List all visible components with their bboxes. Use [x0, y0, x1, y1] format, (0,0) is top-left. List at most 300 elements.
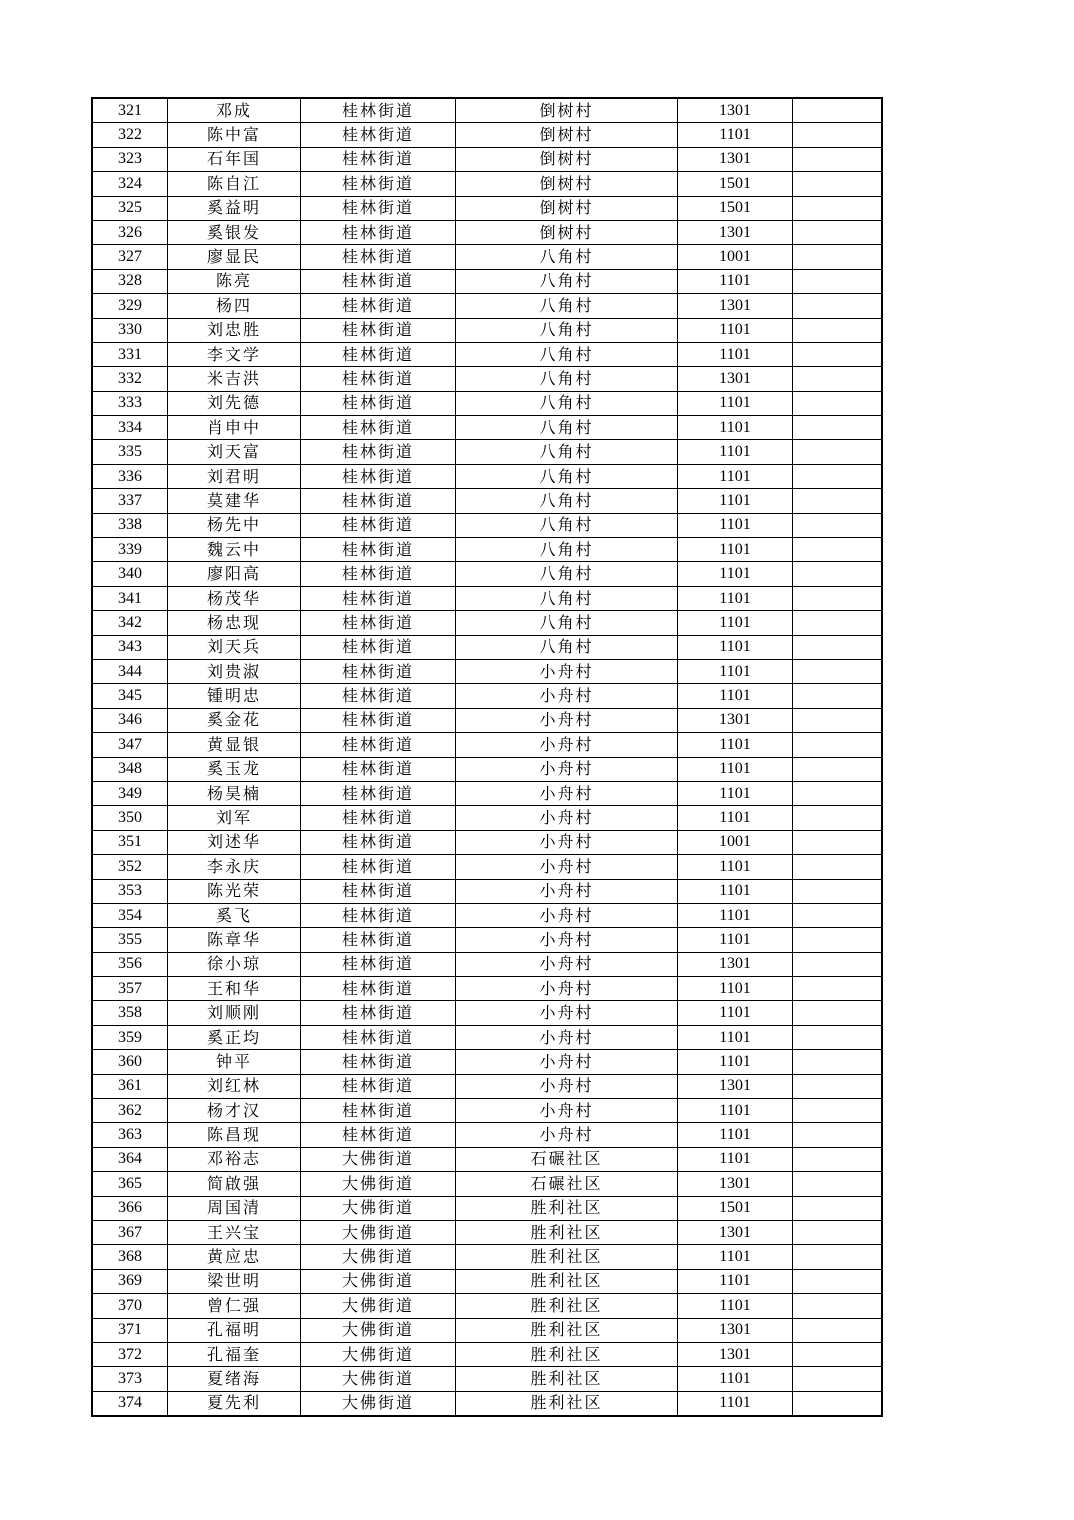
cell-street: 桂林街道	[301, 879, 456, 903]
cell-village: 小舟村	[456, 781, 678, 805]
cell-name: 黄显银	[168, 733, 301, 757]
cell-street: 桂林街道	[301, 342, 456, 366]
table-row	[92, 1294, 882, 1318]
cell-street: 桂林街道	[301, 220, 456, 244]
cell-code: 1101	[678, 1367, 793, 1391]
cell-village: 石碾社区	[456, 1147, 678, 1171]
cell-blank	[793, 1050, 883, 1074]
cell-street: 桂林街道	[301, 464, 456, 488]
table-row	[92, 269, 882, 293]
table-row	[92, 1147, 882, 1171]
cell-number: 357	[92, 977, 168, 1001]
table-row	[92, 1269, 882, 1293]
cell-code: 1001	[678, 245, 793, 269]
cell-street: 桂林街道	[301, 1025, 456, 1049]
cell-code: 1301	[678, 147, 793, 171]
cell-blank	[793, 147, 883, 171]
table-row	[92, 196, 882, 220]
cell-blank	[793, 1220, 883, 1244]
cell-number: 332	[92, 367, 168, 391]
cell-code: 1101	[678, 659, 793, 683]
cell-village: 小舟村	[456, 733, 678, 757]
cell-number: 361	[92, 1074, 168, 1098]
cell-code: 1301	[678, 1318, 793, 1342]
cell-village: 小舟村	[456, 708, 678, 732]
cell-name: 奚银发	[168, 220, 301, 244]
cell-name: 陈章华	[168, 928, 301, 952]
cell-number: 365	[92, 1172, 168, 1196]
cell-village: 小舟村	[456, 684, 678, 708]
cell-name: 杨茂华	[168, 586, 301, 610]
cell-number: 330	[92, 318, 168, 342]
cell-street: 桂林街道	[301, 245, 456, 269]
table-row	[92, 781, 882, 805]
cell-code: 1301	[678, 708, 793, 732]
cell-street: 桂林街道	[301, 196, 456, 220]
cell-village: 胜利社区	[456, 1342, 678, 1366]
roster-table	[91, 97, 883, 1417]
cell-number: 344	[92, 659, 168, 683]
cell-blank	[793, 684, 883, 708]
cell-blank	[793, 464, 883, 488]
cell-street: 桂林街道	[301, 781, 456, 805]
cell-blank	[793, 245, 883, 269]
table-row	[92, 952, 882, 976]
cell-name: 曾仁强	[168, 1294, 301, 1318]
table-row	[92, 98, 882, 123]
cell-number: 366	[92, 1196, 168, 1220]
cell-village: 小舟村	[456, 1001, 678, 1025]
cell-blank	[793, 757, 883, 781]
cell-number: 342	[92, 611, 168, 635]
cell-code: 1101	[678, 318, 793, 342]
cell-blank	[793, 123, 883, 147]
cell-code: 1101	[678, 1147, 793, 1171]
cell-number: 368	[92, 1245, 168, 1269]
cell-blank	[793, 611, 883, 635]
table-row	[92, 879, 882, 903]
cell-blank	[793, 98, 883, 123]
cell-name: 刘军	[168, 806, 301, 830]
cell-village: 小舟村	[456, 1050, 678, 1074]
cell-village: 倒树村	[456, 123, 678, 147]
cell-number: 327	[92, 245, 168, 269]
cell-code: 1301	[678, 98, 793, 123]
cell-village: 石碾社区	[456, 1172, 678, 1196]
cell-code: 1101	[678, 416, 793, 440]
cell-blank	[793, 635, 883, 659]
cell-blank	[793, 562, 883, 586]
cell-number: 355	[92, 928, 168, 952]
cell-code: 1101	[678, 977, 793, 1001]
cell-street: 桂林街道	[301, 855, 456, 879]
cell-street: 桂林街道	[301, 586, 456, 610]
cell-village: 小舟村	[456, 1123, 678, 1147]
cell-name: 李永庆	[168, 855, 301, 879]
cell-name: 肖申中	[168, 416, 301, 440]
cell-blank	[793, 903, 883, 927]
table-row	[92, 855, 882, 879]
table-row	[92, 391, 882, 415]
table-row	[92, 635, 882, 659]
cell-street: 桂林街道	[301, 489, 456, 513]
cell-blank	[793, 538, 883, 562]
table-row	[92, 928, 882, 952]
cell-name: 杨忠现	[168, 611, 301, 635]
cell-blank	[793, 1367, 883, 1391]
cell-number: 328	[92, 269, 168, 293]
cell-code: 1301	[678, 367, 793, 391]
cell-number: 325	[92, 196, 168, 220]
cell-village: 胜利社区	[456, 1294, 678, 1318]
cell-name: 黄应忠	[168, 1245, 301, 1269]
cell-name: 王和华	[168, 977, 301, 1001]
table-row	[92, 294, 882, 318]
table-row	[92, 318, 882, 342]
cell-number: 363	[92, 1123, 168, 1147]
cell-village: 胜利社区	[456, 1318, 678, 1342]
cell-village: 小舟村	[456, 806, 678, 830]
cell-blank	[793, 855, 883, 879]
cell-number: 353	[92, 879, 168, 903]
cell-blank	[793, 1074, 883, 1098]
cell-blank	[793, 1245, 883, 1269]
cell-street: 大佛街道	[301, 1269, 456, 1293]
cell-number: 329	[92, 294, 168, 318]
cell-street: 桂林街道	[301, 440, 456, 464]
cell-blank	[793, 952, 883, 976]
cell-blank	[793, 733, 883, 757]
cell-number: 333	[92, 391, 168, 415]
cell-number: 331	[92, 342, 168, 366]
cell-name: 杨才汉	[168, 1099, 301, 1123]
cell-code: 1001	[678, 830, 793, 854]
cell-street: 桂林街道	[301, 172, 456, 196]
cell-name: 刘红林	[168, 1074, 301, 1098]
cell-street: 桂林街道	[301, 635, 456, 659]
cell-number: 351	[92, 830, 168, 854]
cell-code: 1101	[678, 489, 793, 513]
cell-code: 1101	[678, 684, 793, 708]
cell-village: 小舟村	[456, 659, 678, 683]
cell-number: 349	[92, 781, 168, 805]
table-row	[92, 562, 882, 586]
table-row	[92, 757, 882, 781]
cell-street: 桂林街道	[301, 708, 456, 732]
cell-name: 陈光荣	[168, 879, 301, 903]
cell-number: 364	[92, 1147, 168, 1171]
cell-village: 八角村	[456, 611, 678, 635]
cell-blank	[793, 977, 883, 1001]
cell-street: 桂林街道	[301, 806, 456, 830]
cell-number: 356	[92, 952, 168, 976]
cell-name: 简啟强	[168, 1172, 301, 1196]
cell-street: 大佛街道	[301, 1367, 456, 1391]
cell-name: 刘顺刚	[168, 1001, 301, 1025]
cell-name: 米吉洪	[168, 367, 301, 391]
cell-village: 八角村	[456, 391, 678, 415]
cell-name: 锺明忠	[168, 684, 301, 708]
cell-number: 354	[92, 903, 168, 927]
cell-name: 杨先中	[168, 513, 301, 537]
cell-code: 1501	[678, 196, 793, 220]
cell-street: 桂林街道	[301, 269, 456, 293]
cell-number: 334	[92, 416, 168, 440]
table-row	[92, 586, 882, 610]
cell-name: 奚益明	[168, 196, 301, 220]
table-row	[92, 342, 882, 366]
cell-number: 372	[92, 1342, 168, 1366]
cell-code: 1101	[678, 879, 793, 903]
cell-blank	[793, 196, 883, 220]
cell-blank	[793, 708, 883, 732]
cell-name: 陈亮	[168, 269, 301, 293]
table-row	[92, 684, 882, 708]
cell-blank	[793, 1269, 883, 1293]
cell-code: 1301	[678, 1074, 793, 1098]
cell-name: 刘君明	[168, 464, 301, 488]
cell-village: 八角村	[456, 245, 678, 269]
table-row	[92, 172, 882, 196]
cell-number: 338	[92, 513, 168, 537]
cell-village: 八角村	[456, 635, 678, 659]
cell-street: 桂林街道	[301, 391, 456, 415]
cell-name: 刘先德	[168, 391, 301, 415]
cell-number: 335	[92, 440, 168, 464]
cell-code: 1501	[678, 172, 793, 196]
cell-blank	[793, 1172, 883, 1196]
cell-code: 1101	[678, 1391, 793, 1416]
cell-street: 桂林街道	[301, 123, 456, 147]
table-row	[92, 464, 882, 488]
cell-village: 小舟村	[456, 1099, 678, 1123]
cell-number: 374	[92, 1391, 168, 1416]
cell-number: 336	[92, 464, 168, 488]
cell-code: 1301	[678, 294, 793, 318]
cell-blank	[793, 659, 883, 683]
cell-street: 大佛街道	[301, 1342, 456, 1366]
table-row	[92, 416, 882, 440]
cell-code: 1101	[678, 1123, 793, 1147]
cell-name: 陈中富	[168, 123, 301, 147]
cell-number: 341	[92, 586, 168, 610]
cell-village: 八角村	[456, 538, 678, 562]
cell-street: 桂林街道	[301, 903, 456, 927]
cell-street: 桂林街道	[301, 733, 456, 757]
table-row	[92, 1367, 882, 1391]
roster-body	[92, 98, 882, 1416]
cell-name: 邓成	[168, 98, 301, 123]
cell-name: 周国清	[168, 1196, 301, 1220]
table-row	[92, 220, 882, 244]
cell-name: 梁世明	[168, 1269, 301, 1293]
cell-code: 1101	[678, 586, 793, 610]
cell-number: 362	[92, 1099, 168, 1123]
cell-number: 322	[92, 123, 168, 147]
cell-blank	[793, 269, 883, 293]
table-row	[92, 1074, 882, 1098]
cell-number: 373	[92, 1367, 168, 1391]
cell-code: 1101	[678, 781, 793, 805]
cell-name: 石年国	[168, 147, 301, 171]
cell-blank	[793, 879, 883, 903]
cell-street: 桂林街道	[301, 1074, 456, 1098]
cell-code: 1101	[678, 464, 793, 488]
table-row	[92, 1342, 882, 1366]
table-row	[92, 708, 882, 732]
cell-code: 1101	[678, 1269, 793, 1293]
cell-blank	[793, 513, 883, 537]
cell-street: 大佛街道	[301, 1220, 456, 1244]
cell-village: 倒树村	[456, 196, 678, 220]
cell-village: 小舟村	[456, 903, 678, 927]
cell-street: 桂林街道	[301, 659, 456, 683]
cell-number: 371	[92, 1318, 168, 1342]
cell-number: 321	[92, 98, 168, 123]
cell-name: 奚金花	[168, 708, 301, 732]
table-row	[92, 1050, 882, 1074]
cell-village: 胜利社区	[456, 1220, 678, 1244]
cell-street: 桂林街道	[301, 538, 456, 562]
table-row	[92, 733, 882, 757]
table-row	[92, 1123, 882, 1147]
table-row	[92, 1172, 882, 1196]
table-row	[92, 1099, 882, 1123]
cell-blank	[793, 806, 883, 830]
table-row	[92, 1318, 882, 1342]
cell-code: 1101	[678, 391, 793, 415]
cell-name: 奚飞	[168, 903, 301, 927]
cell-code: 1101	[678, 513, 793, 537]
cell-number: 346	[92, 708, 168, 732]
cell-number: 358	[92, 1001, 168, 1025]
table-row	[92, 538, 882, 562]
cell-blank	[793, 342, 883, 366]
cell-street: 桂林街道	[301, 318, 456, 342]
cell-village: 八角村	[456, 489, 678, 513]
cell-street: 桂林街道	[301, 367, 456, 391]
cell-number: 324	[92, 172, 168, 196]
cell-name: 李文学	[168, 342, 301, 366]
cell-number: 339	[92, 538, 168, 562]
cell-number: 367	[92, 1220, 168, 1244]
cell-village: 小舟村	[456, 1074, 678, 1098]
table-row	[92, 513, 882, 537]
cell-blank	[793, 1342, 883, 1366]
cell-street: 大佛街道	[301, 1196, 456, 1220]
cell-code: 1101	[678, 757, 793, 781]
cell-street: 大佛街道	[301, 1391, 456, 1416]
cell-blank	[793, 586, 883, 610]
table-row	[92, 489, 882, 513]
cell-number: 350	[92, 806, 168, 830]
cell-name: 刘述华	[168, 830, 301, 854]
cell-name: 陈昌现	[168, 1123, 301, 1147]
cell-village: 八角村	[456, 586, 678, 610]
cell-street: 桂林街道	[301, 1001, 456, 1025]
table-row	[92, 1245, 882, 1269]
table-row	[92, 440, 882, 464]
cell-number: 340	[92, 562, 168, 586]
cell-code: 1101	[678, 1025, 793, 1049]
cell-code: 1101	[678, 562, 793, 586]
cell-number: 369	[92, 1269, 168, 1293]
cell-blank	[793, 1123, 883, 1147]
cell-blank	[793, 1294, 883, 1318]
cell-number: 347	[92, 733, 168, 757]
cell-blank	[793, 367, 883, 391]
cell-blank	[793, 489, 883, 513]
cell-name: 刘贵淑	[168, 659, 301, 683]
cell-street: 桂林街道	[301, 1099, 456, 1123]
cell-number: 360	[92, 1050, 168, 1074]
cell-village: 倒树村	[456, 220, 678, 244]
cell-code: 1101	[678, 1294, 793, 1318]
cell-street: 桂林街道	[301, 294, 456, 318]
cell-name: 廖阳高	[168, 562, 301, 586]
cell-code: 1101	[678, 855, 793, 879]
cell-name: 钟平	[168, 1050, 301, 1074]
cell-number: 345	[92, 684, 168, 708]
cell-village: 小舟村	[456, 757, 678, 781]
cell-village: 八角村	[456, 440, 678, 464]
table-row	[92, 1220, 882, 1244]
cell-blank	[793, 1001, 883, 1025]
cell-number: 348	[92, 757, 168, 781]
cell-village: 小舟村	[456, 977, 678, 1001]
cell-street: 大佛街道	[301, 1294, 456, 1318]
cell-street: 大佛街道	[301, 1172, 456, 1196]
cell-blank	[793, 1318, 883, 1342]
cell-blank	[793, 220, 883, 244]
cell-name: 刘天富	[168, 440, 301, 464]
table-row	[92, 611, 882, 635]
cell-number: 343	[92, 635, 168, 659]
cell-code: 1101	[678, 903, 793, 927]
table-row	[92, 147, 882, 171]
cell-village: 小舟村	[456, 879, 678, 903]
cell-code: 1101	[678, 635, 793, 659]
table-row	[92, 367, 882, 391]
cell-village: 胜利社区	[456, 1367, 678, 1391]
cell-village: 小舟村	[456, 830, 678, 854]
cell-code: 1301	[678, 220, 793, 244]
cell-blank	[793, 172, 883, 196]
cell-name: 陈自江	[168, 172, 301, 196]
cell-name: 邓裕志	[168, 1147, 301, 1171]
cell-blank	[793, 294, 883, 318]
table-row	[92, 830, 882, 854]
cell-code: 1301	[678, 1220, 793, 1244]
cell-code: 1101	[678, 928, 793, 952]
cell-name: 廖显民	[168, 245, 301, 269]
cell-village: 八角村	[456, 367, 678, 391]
cell-number: 370	[92, 1294, 168, 1318]
cell-name: 徐小琼	[168, 952, 301, 976]
cell-blank	[793, 1196, 883, 1220]
cell-code: 1101	[678, 1245, 793, 1269]
cell-number: 352	[92, 855, 168, 879]
cell-blank	[793, 1099, 883, 1123]
cell-blank	[793, 830, 883, 854]
cell-number: 326	[92, 220, 168, 244]
cell-name: 奚玉龙	[168, 757, 301, 781]
cell-street: 大佛街道	[301, 1147, 456, 1171]
table-row	[92, 806, 882, 830]
cell-street: 桂林街道	[301, 977, 456, 1001]
cell-street: 桂林街道	[301, 684, 456, 708]
cell-street: 桂林街道	[301, 513, 456, 537]
